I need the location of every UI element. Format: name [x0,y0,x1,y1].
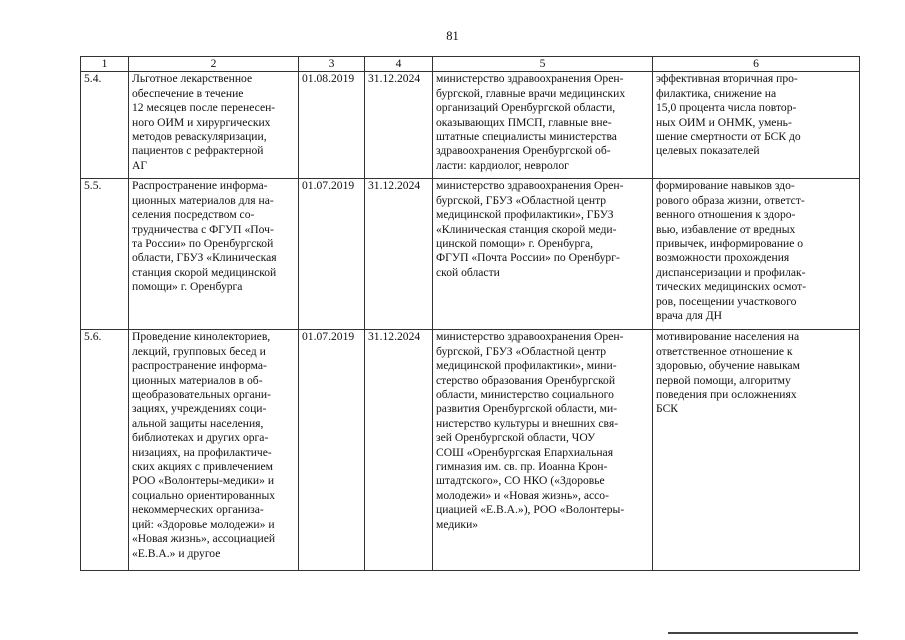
activity-cell [129,179,299,330]
row-number: 5.6. [81,330,129,571]
result-text: формирование навыков здо- рового образа жизни, ответст- венного отношения к здоро- вью, избавление от вредных привычек, информирование о возможности прохождения диспансеризации и профилак- тических медицинских осмот- ров, посещении участкового врача для ДН [656,179,807,323]
result-cell [653,72,860,179]
column-number-2: 2 [129,57,299,72]
table-row [81,179,860,330]
column-number-5: 5 [433,57,653,72]
continuation-line [668,632,858,634]
activity-text: Льготное лекарственное обеспечение в течение 12 месяцев после перенесен- ного ОИМ и хирургических методов реваскуляризации, пациентов с рефрактерной АГ [132,72,276,172]
end-date: 31.12.2024 [365,72,433,179]
responsible-text: министерство здравоохранения Орен- бургской, ГБУЗ «Областной центр медицинской профилактики», мини- стерство образования Оренбургской области, министерство социального развития Оренбургской области, ми- нистерство культуры и внешних свя- зей Оренбургской области, ЧОУ СОШ «Оренбургская Епархиальная гимназия им. св. пр. Иоанна Крон- штадтского», СО НКО («Здоровье молодежи» и «Новая жизнь», ассо- циацией «Е.В.А.»), РОО «Волонтеры- медики» [436,330,625,531]
responsible-text: министерство здравоохранения Орен- бургской, ГБУЗ «Областной центр медицинской профилактики», ГБУЗ «Клиническая станция скорой меди- цинской помощи» г. Оренбурга, ФГУП «Почта России» по Оренбург- ской области [436,179,624,279]
table-row [81,72,860,179]
start-date: 01.07.2019 [299,330,365,571]
start-date: 01.08.2019 [299,72,365,179]
result-text: мотивирование населения на ответственное отношение к здоровью, обучение навыкам первой помощи, алгоритму поведения при осложнениях БСК [656,330,800,416]
activity-text: Проведение кинолекториев, лекций, групповых бесед и распространение информа- ционных материалов в об- щеобразовательных органи- зациях, учреждениях соци- альной защиты населения, библиотеках и других орга- низациях, на профилактиче- ских акциях с привлечением РОО «Волонтеры-медики» и социально ориентированных некоммерческих организа- ций: «Здоровье молодежи» и «Новая жизнь», ассоциацией «Е.В.А.» и другое [132,330,276,560]
result-text: эффективная вторичная про- филактика, снижение на 15,0 процента числа повтор- ных ОИМ и ОНМК, умень- шение смертности от БСК до целевых показателей [656,72,801,158]
responsible-cell [433,330,653,571]
row-number: 5.4. [81,72,129,179]
activity-text: Распространение информа- ционных материалов для на- селения посредством со- трудничества с ФГУП «Поч- та России» по Оренбургской области, ГБУЗ «Клиническая станция скорой медицинской помощи» г. Оренбурга [132,179,277,294]
end-date: 31.12.2024 [365,330,433,571]
end-date: 31.12.2024 [365,179,433,330]
responsible-cell [433,72,653,179]
column-number-6: 6 [653,57,860,72]
responsible-text: министерство здравоохранения Орен- бургской, главные врачи медицинских организаций Оренбургской области, оказывающих ПМСП, главные вне- штатные специалисты министерства здравоохранения Оренбургской об- ласти: кардиолог, невролог [436,72,626,172]
result-cell [653,330,860,571]
action-plan-table [80,56,860,571]
row-number: 5.5. [81,179,129,330]
page-number: 81 [446,29,459,43]
start-date: 01.07.2019 [299,179,365,330]
result-cell [653,179,860,330]
responsible-cell [433,179,653,330]
activity-cell [129,330,299,571]
column-number-4: 4 [365,57,433,72]
activity-cell [129,72,299,179]
table-header-row [81,57,860,72]
table-row [81,330,860,571]
column-number-1: 1 [81,57,129,72]
column-number-3: 3 [299,57,365,72]
